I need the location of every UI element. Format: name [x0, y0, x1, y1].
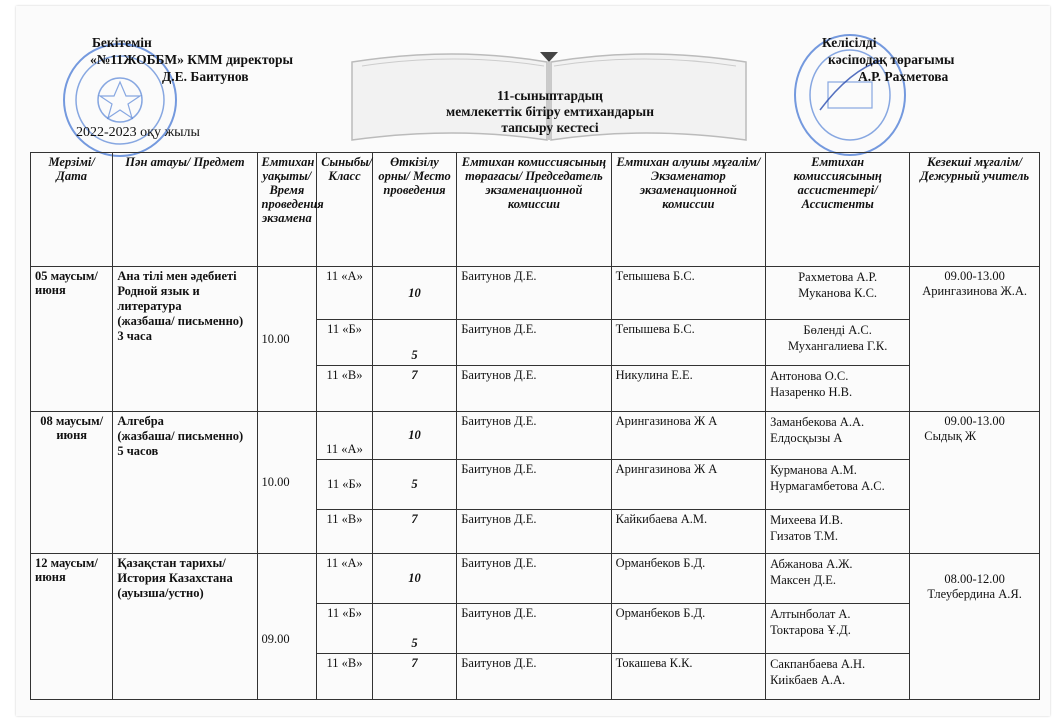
academic-year: 2022-2023 оқу жылы	[76, 125, 200, 140]
room-cell: 7	[372, 510, 456, 554]
subject-cell	[113, 412, 257, 554]
assistant-name: Токтарова Ұ.Д.	[770, 623, 851, 637]
subject-line: (ауызша/устно)	[117, 586, 204, 600]
examiner-cell: Арингазинова Ж А	[611, 412, 765, 460]
subject-line: Қазақстан тарихы/История Казахстана	[117, 556, 233, 585]
assistant-name: Киікбаев А.А.	[770, 673, 846, 687]
title-line-1: 11-сыныптардың	[497, 88, 603, 103]
approve-org: «№11ЖОББМ» КММ директоры	[90, 52, 294, 67]
class-cell: 11 «Б»	[317, 320, 373, 366]
header-assistants: Емтихан комиссиясының ассистентері/ Ассистенты	[766, 153, 910, 267]
table-row	[31, 412, 1040, 460]
assistant-name: Нурмагамбетова А.С.	[770, 479, 885, 493]
exam-schedule-table	[30, 152, 1040, 700]
title-line-3: тапсыру кестесі	[501, 120, 599, 135]
date-cell: 12 маусым/ июня	[31, 554, 113, 700]
room-cell: 7	[372, 366, 456, 412]
assistant-name: Максен Д.Е.	[770, 573, 836, 587]
assistant-name: Сакпанбаева А.Н.	[770, 657, 866, 671]
room-cell: 7	[372, 654, 456, 700]
subject-line: Ана тілі мен әдебиеті	[117, 269, 237, 283]
table-row	[31, 267, 1040, 320]
chair-cell: Баитунов Д.Е.	[457, 320, 611, 366]
subject-cell	[113, 554, 257, 700]
room-cell: 5	[372, 460, 456, 510]
class-cell: 11 «Б»	[317, 604, 373, 654]
assistant-name: Муканова К.С.	[798, 286, 878, 300]
assistant-name: Гизатов Т.М.	[770, 529, 839, 543]
room-cell: 10	[372, 267, 456, 320]
chair-cell: Баитунов Д.Е.	[457, 554, 611, 604]
assistants-cell	[766, 267, 910, 320]
duty-teacher: Сыдық Ж	[924, 429, 977, 443]
class-cell: 11 «В»	[317, 366, 373, 412]
header-subject: Пән атауы/ Предмет	[113, 153, 257, 267]
time-cell: 09.00	[257, 554, 317, 700]
examiner-cell: Тепышева Б.С.	[611, 267, 765, 320]
examiner-cell: Орманбеков Б.Д.	[611, 604, 765, 654]
duty-cell	[910, 412, 1040, 554]
header-class: Сыныбы/ Класс	[317, 153, 373, 267]
examiner-cell: Кайкибаева А.М.	[611, 510, 765, 554]
class-cell: 11 «Б»	[317, 460, 373, 510]
agree-name: А.Р. Рахметова	[858, 69, 949, 84]
assistant-name: Назаренко Н.В.	[770, 385, 853, 399]
assistant-name: Елдосқызы А	[770, 431, 843, 445]
chair-cell: Баитунов Д.Е.	[457, 366, 611, 412]
subject-line: (жазбаша/ письменно)	[117, 429, 244, 443]
time-cell: 10.00	[257, 412, 317, 554]
assistant-name: Курманова А.М.	[770, 463, 857, 477]
room-cell: 10	[372, 554, 456, 604]
duty-time: 08.00-12.00	[944, 572, 1005, 586]
agree-role: кәсіподақ төрағымы	[828, 52, 955, 67]
assistants-cell	[766, 320, 910, 366]
header-duty: Кезекші мұғалім/ Дежурный учитель	[910, 153, 1040, 267]
assistant-name: Мухангалиева Г.К.	[787, 339, 888, 353]
header-examiner: Емтихан алушы мұғалім/ Экзаменатор экзаменационной комиссии	[611, 153, 765, 267]
subject-line: Алгебра	[117, 414, 164, 428]
subject-line: 3 часа	[117, 329, 152, 343]
duty-time: 09.00-13.00	[944, 269, 1005, 283]
header-room: Өткізілу орны/ Место проведения	[372, 153, 456, 267]
header-date: Мерзімі/ Дата	[31, 153, 113, 267]
duty-teacher: Арингазинова Ж.А.	[922, 284, 1028, 298]
assistants-cell	[766, 554, 910, 604]
assistants-cell	[766, 510, 910, 554]
document-title	[400, 88, 700, 136]
date-cell: 05 маусым/ июня	[31, 267, 113, 412]
time-cell: 10.00	[257, 267, 317, 412]
room-cell: 5	[372, 320, 456, 366]
duty-time: 09.00-13.00	[944, 414, 1005, 428]
assistant-name: Михеева И.В.	[770, 513, 843, 527]
assistant-name: Абжанова А.Ж.	[770, 557, 853, 571]
duty-teacher: Тлеубердина А.Я.	[927, 587, 1022, 601]
table-row	[31, 554, 1040, 604]
examiner-cell: Тепышева Б.С.	[611, 320, 765, 366]
subject-line: 5 часов	[117, 444, 159, 458]
agree-title: Келісілді	[822, 35, 877, 50]
room-cell: 5	[372, 604, 456, 654]
room-cell: 10	[372, 412, 456, 460]
duty-cell	[910, 267, 1040, 412]
class-cell: 11 «А»	[317, 554, 373, 604]
examiner-cell: Орманбеков Б.Д.	[611, 554, 765, 604]
chair-cell: Баитунов Д.Е.	[457, 510, 611, 554]
duty-cell	[910, 554, 1040, 700]
subject-line: Родной язык и литература	[117, 284, 200, 313]
assistants-cell	[766, 460, 910, 510]
class-cell: 11 «А»	[317, 412, 373, 460]
date-cell: 08 маусым/ июня	[31, 412, 113, 554]
table-header-row	[31, 153, 1040, 267]
subject-cell	[113, 267, 257, 412]
assistant-name: Антонова О.С.	[770, 369, 849, 383]
chair-cell: Баитунов Д.Е.	[457, 460, 611, 510]
examiner-cell: Никулина Е.Е.	[611, 366, 765, 412]
approve-name: Д.Е. Баитунов	[162, 69, 249, 84]
assistant-name: Бөленді А.С.	[803, 323, 872, 337]
assistant-name: Алтынболат А.	[770, 607, 851, 621]
assistant-name: Заманбекова А.А.	[770, 415, 865, 429]
subject-line: (жазбаша/ письменно)	[117, 314, 244, 328]
class-cell: 11 «В»	[317, 510, 373, 554]
examiner-cell: Арингазинова Ж А	[611, 460, 765, 510]
assistants-cell	[766, 366, 910, 412]
examiner-cell: Токашева К.К.	[611, 654, 765, 700]
assistants-cell	[766, 412, 910, 460]
assistants-cell	[766, 654, 910, 700]
chair-cell: Баитунов Д.Е.	[457, 604, 611, 654]
title-line-2: мемлекеттік бітіру емтихандарын	[446, 104, 654, 119]
chair-cell: Баитунов Д.Е.	[457, 654, 611, 700]
approve-title: Бекітемін	[92, 35, 152, 50]
class-cell: 11 «А»	[317, 267, 373, 320]
class-cell: 11 «В»	[317, 654, 373, 700]
assistants-cell	[766, 604, 910, 654]
header-time: Емтихан уақыты/ Время проведения экзамена	[257, 153, 317, 267]
chair-cell: Баитунов Д.Е.	[457, 412, 611, 460]
assistant-name: Рахметова А.Р.	[798, 270, 878, 284]
header-chair: Емтихан комиссиясының төрағасы/ Председатель экзаменационной комиссии	[457, 153, 611, 267]
chair-cell: Баитунов Д.Е.	[457, 267, 611, 320]
